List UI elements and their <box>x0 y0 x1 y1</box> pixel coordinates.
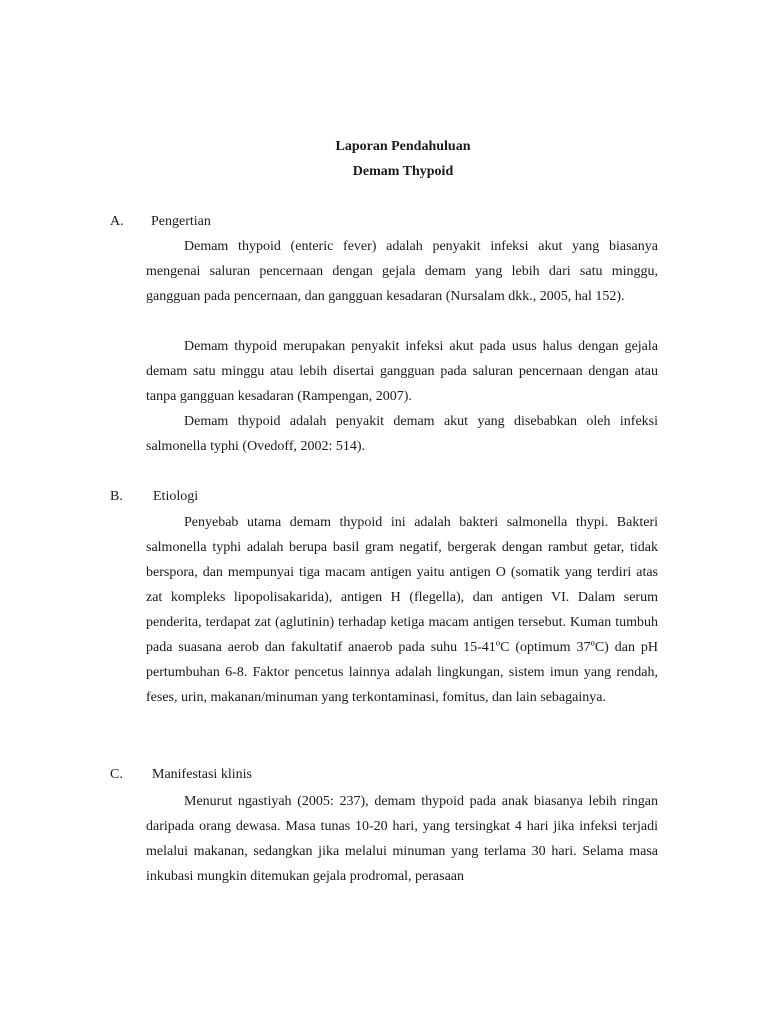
section-a-paragraph-1: Demam thypoid (enteric fever) adalah penyakit infeksi akut yang biasanya mengenai saluran pencernaan dengan gejala demam yang lebih dari satu minggu, gangguan pada pencernaan, dan gangguan kesadaran (Nursalam dkk., 2005, hal 152). <box>146 239 658 304</box>
section-b-paragraph-1: Penyebab utama demam thypoid ini adalah bakteri salmonella thypi. Bakteri salmonella typhi adalah berupa basil gram negatif, bergerak dengan rambut getar, tidak berspora, dan mempunyai tiga macam antigen yaitu antigen O (somatik yang terdiri atas zat kompleks lipopolisakarida), antigen H (flegella), dan antigen VI. Dalam serum penderita, terdapat zat (aglutinin) terhadap ketiga macam antigen tersebut. Kuman tumbuh pada suasana aerob dan fakultatif anaerob pada suhu 15-41ºC (optimum 37ºC) dan pH pertumbuhan 6-8. Faktor pencetus lainnya adalah lingkungan, sistem imun yang rendah, feses, urin, makanan/minuman yang terkontaminasi, fomitus, dan lain sebagainya. <box>146 515 658 705</box>
section-b-letter: B. <box>110 489 123 504</box>
document-subtitle: Demam Thypoid <box>352 164 454 179</box>
section-a-heading: Pengertian <box>151 214 211 229</box>
section-a-paragraph-2: Demam thypoid merupakan penyakit infeksi akut pada usus halus dengan gejala demam satu minggu atau lebih disertai gangguan pada saluran pencernaan dengan atau tanpa gangguan kesadaran (Rampengan, 2007). <box>146 339 658 404</box>
document-title: Laporan Pendahuluan <box>335 139 471 154</box>
section-b-heading: Etiologi <box>153 489 199 504</box>
section-c-paragraph-1: Menurut ngastiyah (2005: 237), demam thypoid pada anak biasanya lebih ringan daripada orang dewasa. Masa tunas 10-20 hari, yang tersingkat 4 hari jika infeksi terjadi melalui makanan, sedangkan jika melalui minuman yang terlama 30 hari. Selama masa inkubasi mungkin ditemukan gejala prodromal, perasaan <box>146 794 658 884</box>
section-a-letter: A. <box>110 214 124 229</box>
section-c-letter: C. <box>110 767 123 782</box>
section-c-heading: Manifestasi klinis <box>152 767 252 782</box>
section-a-paragraph-3: Demam thypoid adalah penyakit demam akut yang disebabkan oleh infeksi salmonella typhi (Ovedoff, 2002: 514). <box>146 414 658 454</box>
